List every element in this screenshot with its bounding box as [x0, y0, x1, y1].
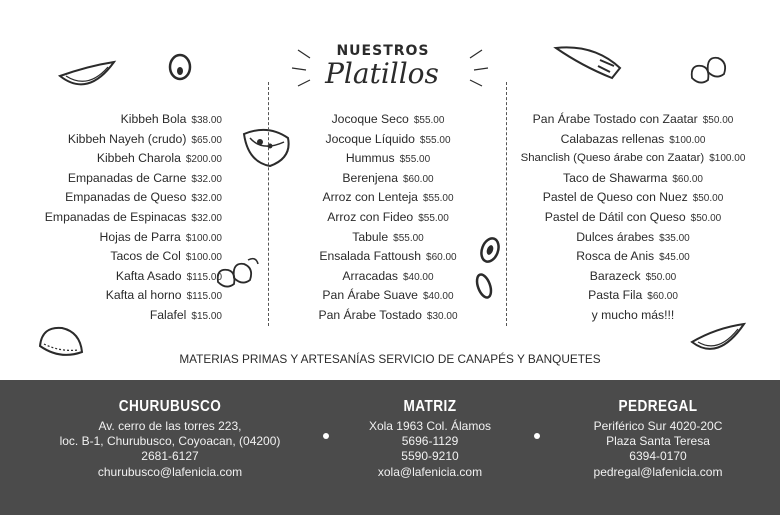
menu-item: Empanadas de Queso $32.00 [65, 190, 222, 205]
menu-item: Jocoque Seco $55.00 [331, 112, 445, 126]
menu-item: Kafta al horno $115.00 [105, 288, 222, 303]
menu-item: Tacos de Col $100.00 [110, 249, 222, 264]
branch-address: Av. cerro de las torres 223, [98, 419, 242, 433]
menu-item: Berenjena $60.00 [342, 170, 434, 185]
menu-item: Falafel $15.00 [149, 307, 222, 322]
menu-item: Calabazas rellenas $100.00 [560, 131, 706, 146]
menu-item: Kibbeh Nayeh (crudo) $65.00 [67, 131, 222, 146]
menu-item: Pan Árabe Tostado con Zaatar $50.00 [532, 112, 734, 126]
menu-item: Arroz con Lenteja $55.00 [322, 190, 454, 205]
branch-address: Xola 1963 Col. Álamos [368, 419, 492, 433]
separator-dot [323, 433, 329, 439]
title-platillos: Platillos [325, 57, 439, 90]
menu-item: Kafta Asado $115.00 [115, 268, 222, 283]
branch-phone: 2681-6127 [141, 449, 199, 464]
separator-dot [534, 433, 540, 439]
menu-column-2 [290, 110, 486, 326]
branch-churubusco [40, 398, 300, 480]
menu-item: Pan Árabe Tostado $30.00 [318, 307, 458, 322]
menu-item: Empanadas de Espinacas $32.00 [44, 209, 222, 224]
divider-right [506, 82, 507, 326]
menu-item: Rosca de Anis $45.00 [576, 249, 690, 264]
menu-item: Tabule $55.00 [352, 229, 424, 244]
branches-footer [0, 380, 780, 515]
menu-item: Pastel de Dátil con Queso $50.00 [544, 209, 722, 224]
branch-phone: 6394-0170 [629, 449, 687, 464]
branch-phone: 5696-1129 [401, 434, 459, 449]
branch-email: churubusco@lafenicia.com [97, 464, 243, 479]
pita-wrap-icon [240, 124, 294, 170]
menu-column-1 [45, 110, 222, 326]
divider-left [268, 82, 269, 326]
menu-item: Dulces árabes $35.00 [576, 229, 690, 244]
title-nuestros: NUESTROS [336, 43, 430, 59]
branch-name: MATRIZ [403, 398, 457, 415]
branch-name: CHURUBUSCO [118, 398, 222, 415]
garlic-icon [688, 48, 736, 88]
menu-item: Hojas de Parra $100.00 [99, 229, 222, 244]
shawarma-roll-icon [554, 42, 624, 82]
branch-matriz [340, 398, 520, 480]
menu-item: Pan Árabe Suave $40.00 [322, 288, 454, 303]
branch-phone: 5590-9210 [401, 449, 459, 464]
menu-item: Arroz con Fideo $55.00 [327, 209, 449, 224]
branch-address: Periférico Sur 4020-20C [593, 419, 723, 433]
branch-email: pedregal@lafenicia.com [593, 464, 723, 479]
menu-item: Arracadas $40.00 [342, 268, 434, 283]
branch-name: PEDREGAL [618, 398, 698, 415]
menu-item: Kibbeh Bola $38.00 [120, 112, 222, 126]
branch-address: loc. B-1, Churubusco, Coyoacan, (04200) [59, 434, 281, 449]
lime-wedge-icon [58, 58, 118, 94]
menu-item: Jocoque Líquido $55.00 [325, 131, 451, 146]
branch-pedregal [560, 398, 756, 480]
menu-item: Kibbeh Charola $200.00 [96, 151, 222, 166]
menu-item: Ensalada Fattoush $60.00 [319, 249, 457, 264]
menu-item: Pastel de Queso con Nuez $50.00 [542, 190, 724, 205]
menu-item: Barazeck $50.00 [589, 268, 677, 283]
title-sparkles [290, 40, 490, 100]
menu-item: Shanclish (Queso árabe con Zaatar) $100.00 [520, 152, 746, 165]
menu-item: Hummus $55.00 [345, 151, 431, 166]
menu-item: Empanadas de Carne $32.00 [67, 170, 222, 185]
services-tagline: MATERIAS PRIMAS Y ARTESANÍAS SERVICIO DE CANAPÉS Y BANQUETES [179, 352, 601, 366]
menu-item: Taco de Shawarma $60.00 [563, 170, 703, 185]
menu-column-3 [510, 110, 756, 326]
olive-icon [166, 52, 194, 82]
menu-item: Pasta Fila $60.00 [588, 288, 678, 303]
menu-item-more: y mucho más!!! [591, 307, 675, 322]
branch-address: Plaza Santa Teresa [606, 434, 710, 449]
branch-email: xola@lafenicia.com [377, 464, 483, 479]
